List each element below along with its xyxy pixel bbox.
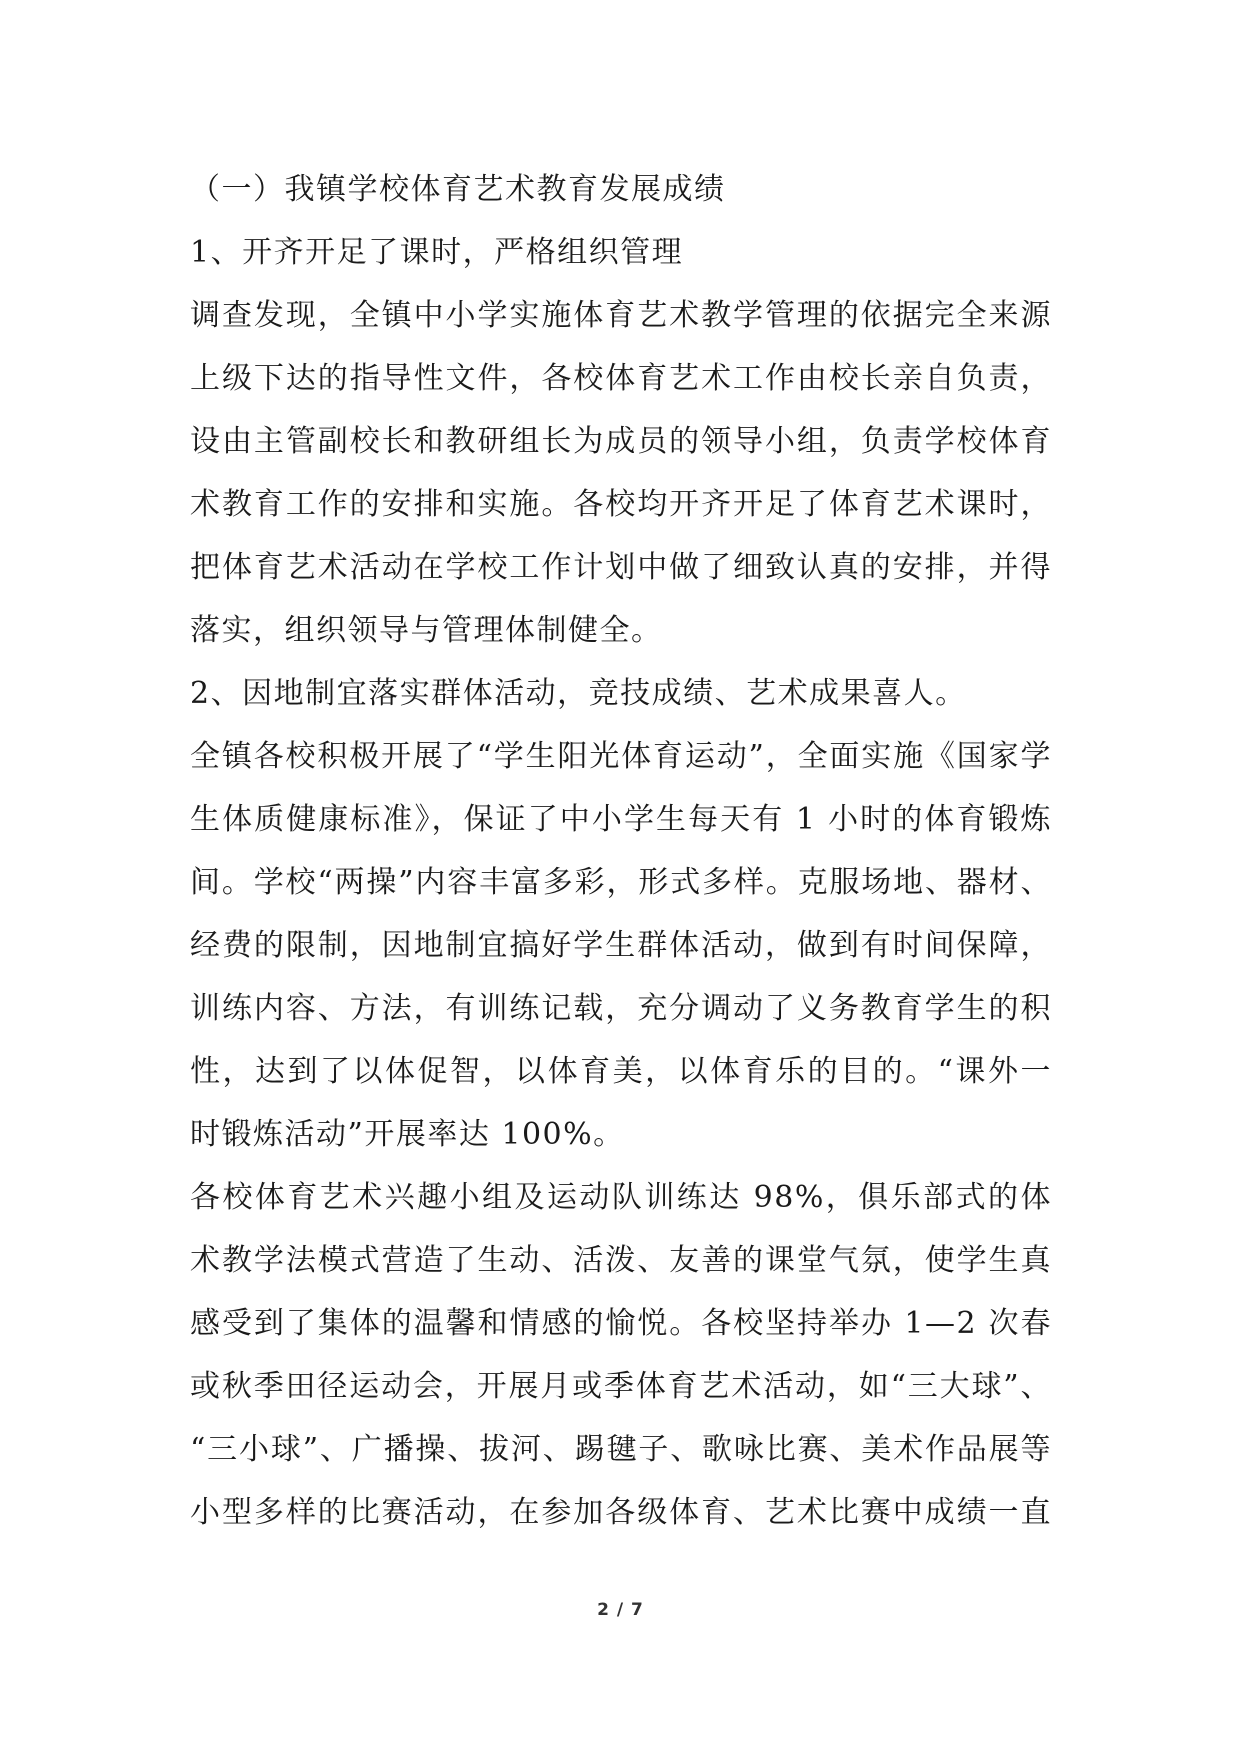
paragraph-line: 性，达到了以体促智，以体育美，以体育乐的目的。“课外一 [190,1054,1052,1089]
paragraph-line: 训练内容、方法，有训练记载，充分调动了义务教育学生的积 [190,991,1052,1026]
paragraph-line: 落实，组织领导与管理体制健全。 [190,613,663,648]
paragraph-line: 调查发现，全镇中小学实施体育艺术教学管理的依据完全来源 [190,298,1052,333]
subsection-heading-2: 2、因地制宜落实群体活动，竞技成绩、艺术成果喜人。 [190,676,967,711]
paragraph-line: 小型多样的比赛活动，在参加各级体育、艺术比赛中成绩一直 [190,1495,1052,1530]
paragraph-line: 上级下达的指导性文件，各校体育艺术工作由校长亲自负责， [190,361,1052,396]
paragraph-line: “三小球”、广播操、拔河、踢毽子、歌咏比赛、美术作品展等 [190,1432,1052,1467]
paragraph-line: 设由主管副校长和教研组长为成员的领导小组，负责学校体育 [190,424,1052,459]
paragraph-line: 术教育工作的安排和实施。各校均开齐开足了体育艺术课时， [190,487,1052,522]
paragraph-line: 间。学校“两操”内容丰富多彩，形式多样。克服场地、器材、 [190,865,1052,900]
paragraph-line: 经费的限制，因地制宜搞好学生群体活动，做到有时间保障， [190,928,1052,963]
paragraph-line: 把体育艺术活动在学校工作计划中做了细致认真的安排，并得 [190,550,1052,585]
page-number: 2 / 7 [597,1600,644,1620]
section-heading: （一）我镇学校体育艺术教育发展成绩 [190,172,726,207]
paragraph-line: 全镇各校积极开展了“学生阳光体育运动”，全面实施《国家学 [190,739,1052,774]
paragraph-line: 时锻炼活动”开展率达 100%。 [190,1117,625,1152]
paragraph-line: 术教学法模式营造了生动、活泼、友善的课堂气氛，使学生真 [190,1243,1052,1278]
paragraph-line: 生体质健康标准》，保证了中小学生每天有 1 小时的体育锻炼 [190,802,1052,837]
subsection-heading-1: 1、开齐开足了课时，严格组织管理 [190,235,684,270]
document-body [190,158,1052,1544]
paragraph-line: 或秋季田径运动会，开展月或季体育艺术活动，如“三大球”、 [190,1369,1052,1404]
paragraph-line: 各校体育艺术兴趣小组及运动队训练达 98%，俱乐部式的体 [190,1180,1052,1215]
paragraph-line: 感受到了集体的温馨和情感的愉悦。各校坚持举办 1—2 次春 [190,1306,1052,1341]
